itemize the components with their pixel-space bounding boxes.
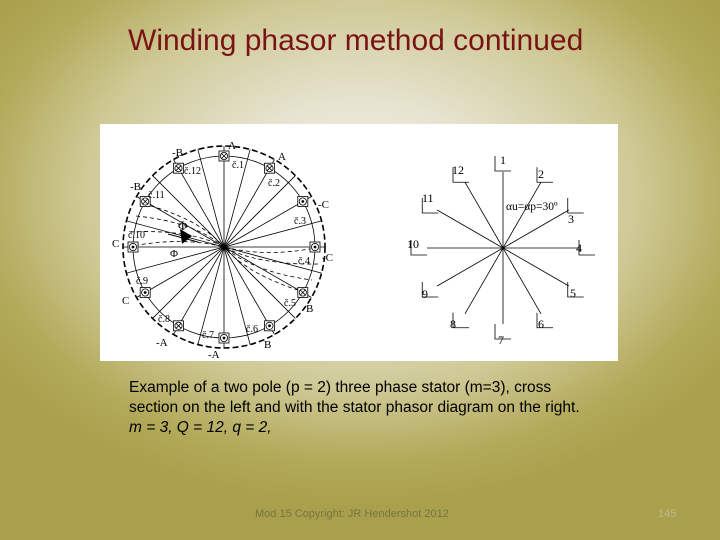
footer-copyright: Mod 15 Copyright: JR Hendershot 2012	[255, 508, 449, 520]
phasor-num-7: 7	[498, 333, 504, 347]
phasor-rays	[427, 172, 579, 324]
slot-label-7: č.7	[202, 330, 214, 341]
phasor-num-10: 10	[407, 237, 419, 251]
flux-label: Φ	[178, 218, 188, 233]
slot-label-6: č.6	[246, 324, 258, 335]
slot-conductor	[298, 288, 308, 298]
label-A-top: A	[228, 140, 236, 152]
slot-label-12: č.12	[184, 166, 201, 177]
phasor-num-8: 8	[450, 317, 456, 331]
label-B-bottom: B	[264, 339, 272, 351]
slot-label-9: č.9	[136, 276, 148, 287]
slot-conductor	[174, 163, 184, 173]
slot-conductor	[265, 163, 275, 173]
caption-line-1: Example of a two pole (p = 2) three phase stator (m=3), cross	[129, 379, 552, 396]
phasor-diagram	[407, 153, 595, 347]
label-A-topright: A	[278, 151, 286, 163]
phasor-ray	[503, 182, 541, 248]
slot-label-3: č.3	[294, 216, 306, 227]
flux-label-2: Φ	[170, 248, 179, 260]
caption-line-2: section on the left and with the stator phasor diagram on the right.	[129, 399, 580, 416]
page-number: 145	[658, 508, 677, 520]
phasor-num-6: 6	[538, 317, 544, 331]
phasor-ray	[437, 248, 503, 286]
label-negC-right2: -C	[322, 252, 333, 264]
slot-conductor	[310, 242, 320, 252]
winding-figure	[100, 124, 618, 361]
label-B-right: B	[306, 303, 314, 315]
slot-label-10: č.10	[128, 230, 145, 241]
phasor-num-1: 1	[500, 153, 506, 167]
label-negC-right: -C	[318, 199, 329, 211]
slot-conductor	[174, 321, 184, 331]
phasor-num-11: 11	[422, 191, 434, 205]
slot-conductor	[298, 197, 308, 207]
caption-line-3: m = 3, Q = 12, q = 2,	[129, 419, 272, 436]
slot-conductor	[128, 242, 138, 252]
phasor-box	[568, 198, 584, 213]
slide-title: Winding phasor method continued	[128, 24, 584, 57]
slot-label-4: č.4	[298, 256, 310, 267]
label-C-left: C	[112, 238, 120, 250]
phasor-num-2: 2	[538, 167, 544, 181]
slot-label-8: č.8	[158, 314, 170, 325]
label-negB-top: -B	[172, 147, 183, 159]
phasor-num-9: 9	[422, 287, 428, 301]
phasor-num-3: 3	[568, 212, 574, 226]
phasor-ray	[503, 248, 569, 286]
phasor-num-5: 5	[570, 286, 576, 300]
slot-label-11: č.11	[148, 190, 165, 201]
slot-conductor	[265, 321, 275, 331]
phasor-num-12: 12	[452, 163, 464, 177]
slot-label-5: č.5	[284, 298, 296, 309]
phasor-angle-label: αu=αp=30º	[506, 201, 558, 213]
phasor-num-4: 4	[576, 241, 582, 255]
phasor-ray	[465, 182, 503, 248]
slot-label-2: č.2	[268, 178, 280, 189]
phasor-ray	[437, 210, 503, 248]
phasor-ray	[465, 248, 503, 314]
slot-label-1: č.1	[232, 160, 244, 171]
stator-cross-section	[112, 140, 333, 361]
label-C-lowerleft: C	[122, 295, 130, 307]
slide-caption	[129, 378, 689, 438]
slot-conductor	[140, 288, 150, 298]
label-negA-bottom: -A	[156, 337, 168, 349]
phasor-ray	[503, 248, 541, 314]
label-negB-left: -B	[130, 181, 141, 193]
slot-conductor	[219, 151, 229, 161]
slot-conductor	[219, 333, 229, 343]
phasor-ray	[503, 210, 569, 248]
winding-diagram-svg	[100, 124, 618, 361]
label-negA-bottom2: -A	[208, 349, 220, 361]
